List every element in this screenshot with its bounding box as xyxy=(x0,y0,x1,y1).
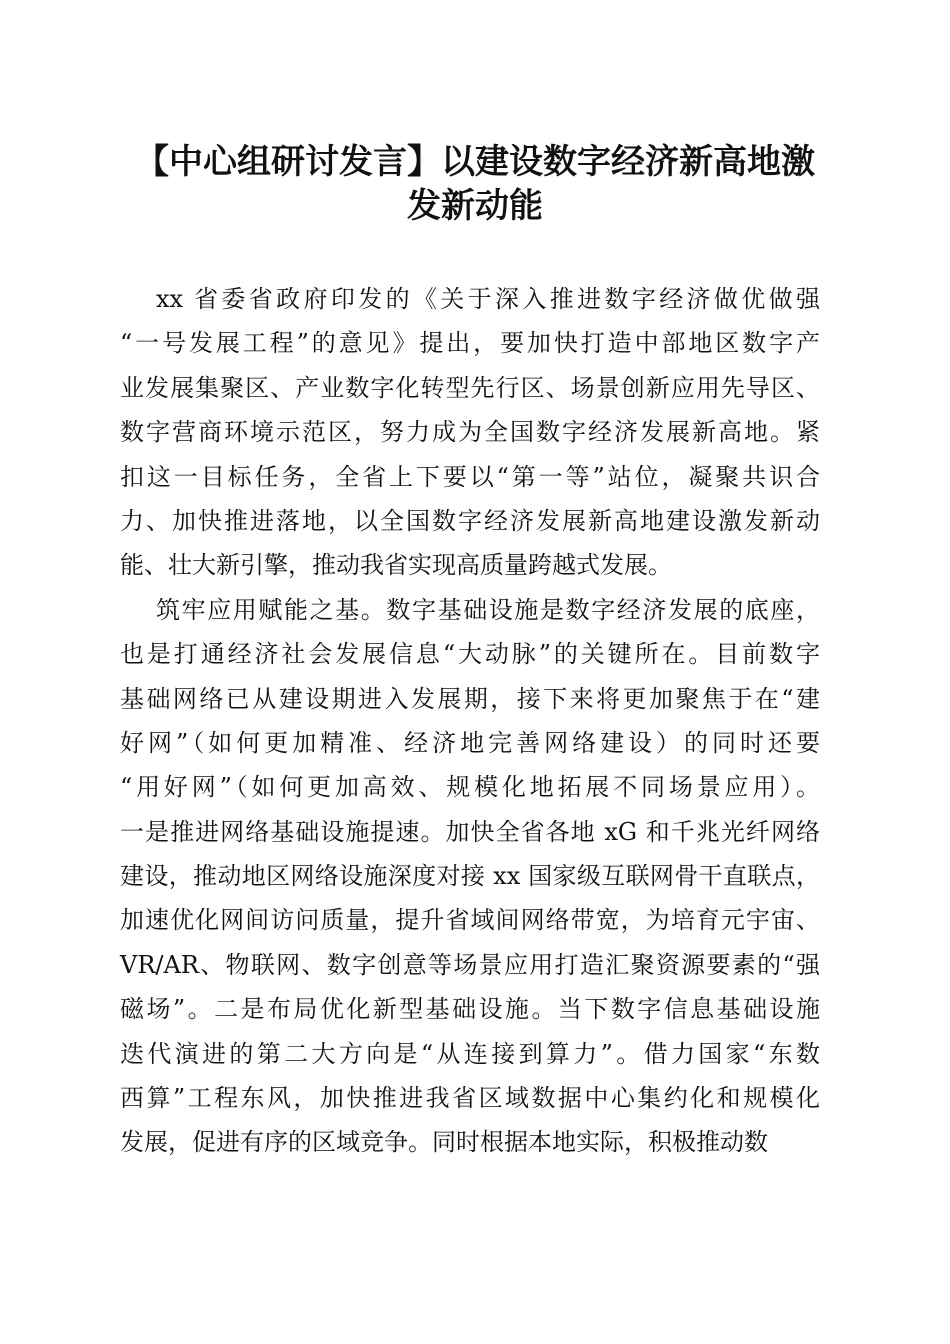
paragraph xyxy=(120,277,820,588)
paragraph-line: 迭代演进的第二大方向是“从连接到算力”。借力国家“东数 xyxy=(120,1039,820,1068)
paragraph-line: 数字营商环境示范区，努力成为全国数字经济发展新高地。紧 xyxy=(120,418,820,447)
paragraph-line: 也是打通经济社会发展信息“大动脉”的关键所在。目前数字 xyxy=(120,640,820,669)
paragraph-line: xx 省委省政府印发的《关于深入推进数字经济做优做强 xyxy=(156,285,820,313)
paragraph xyxy=(120,588,820,1165)
paragraph-line: “一号发展工程”的意见》提出，要加快打造中部地区数字产 xyxy=(120,329,820,358)
paragraph-line: 筑牢应用赋能之基。数字基础设施是数字经济发展的底座， xyxy=(156,595,820,624)
paragraph-line: 一是推进网络基础设施提速。加快全省各地 xG 和千兆光纤网络 xyxy=(120,817,820,846)
page-title-line-1: 【中心组研讨发言】以建设数字经济新高地激 xyxy=(135,142,815,182)
paragraph-line: 磁场”。二是布局优化新型基础设施。当下数字信息基础设施 xyxy=(120,995,820,1024)
paragraph-line: 西算”工程东风，加快推进我省区域数据中心集约化和规模化 xyxy=(120,1084,820,1113)
paragraph-line: 好网”（如何更加精准、经济地完善网络建设）的同时还要 xyxy=(120,728,820,757)
paragraph-line: “用好网”（如何更加高效、规模化地拓展不同场景应用）。 xyxy=(120,773,820,802)
paragraph-line: 发展，促进有序的区域竞争。同时根据本地实际，积极推动数 xyxy=(120,1128,768,1157)
paragraph-line: 加速优化网间访问质量，提升省域间网络带宽，为培育元宇宙、 xyxy=(120,906,820,935)
paragraph-line: VR/AR、物联网、数字创意等场景应用打造汇聚资源要素的“强 xyxy=(120,950,820,979)
document-body xyxy=(120,277,820,1165)
page-title-line-2: 发新动能 xyxy=(407,186,543,226)
paragraph-line: 力、加快推进落地，以全国数字经济发展新高地建设激发新动 xyxy=(120,506,820,535)
paragraph-line: 扣这一目标任务，全省上下要以“第一等”站位，凝聚共识合 xyxy=(120,462,820,491)
paragraph-line: 建设，推动地区网络设施深度对接 xx 国家级互联网骨干直联点， xyxy=(120,862,820,891)
paragraph-line: 能、壮大新引擎，推动我省实现高质量跨越式发展。 xyxy=(120,551,672,580)
paragraph-line: 基础网络已从建设期进入发展期，接下来将更加聚焦于在“建 xyxy=(120,684,820,713)
paragraph-line: 业发展集聚区、产业数字化转型先行区、场景创新应用先导区、 xyxy=(120,373,820,402)
